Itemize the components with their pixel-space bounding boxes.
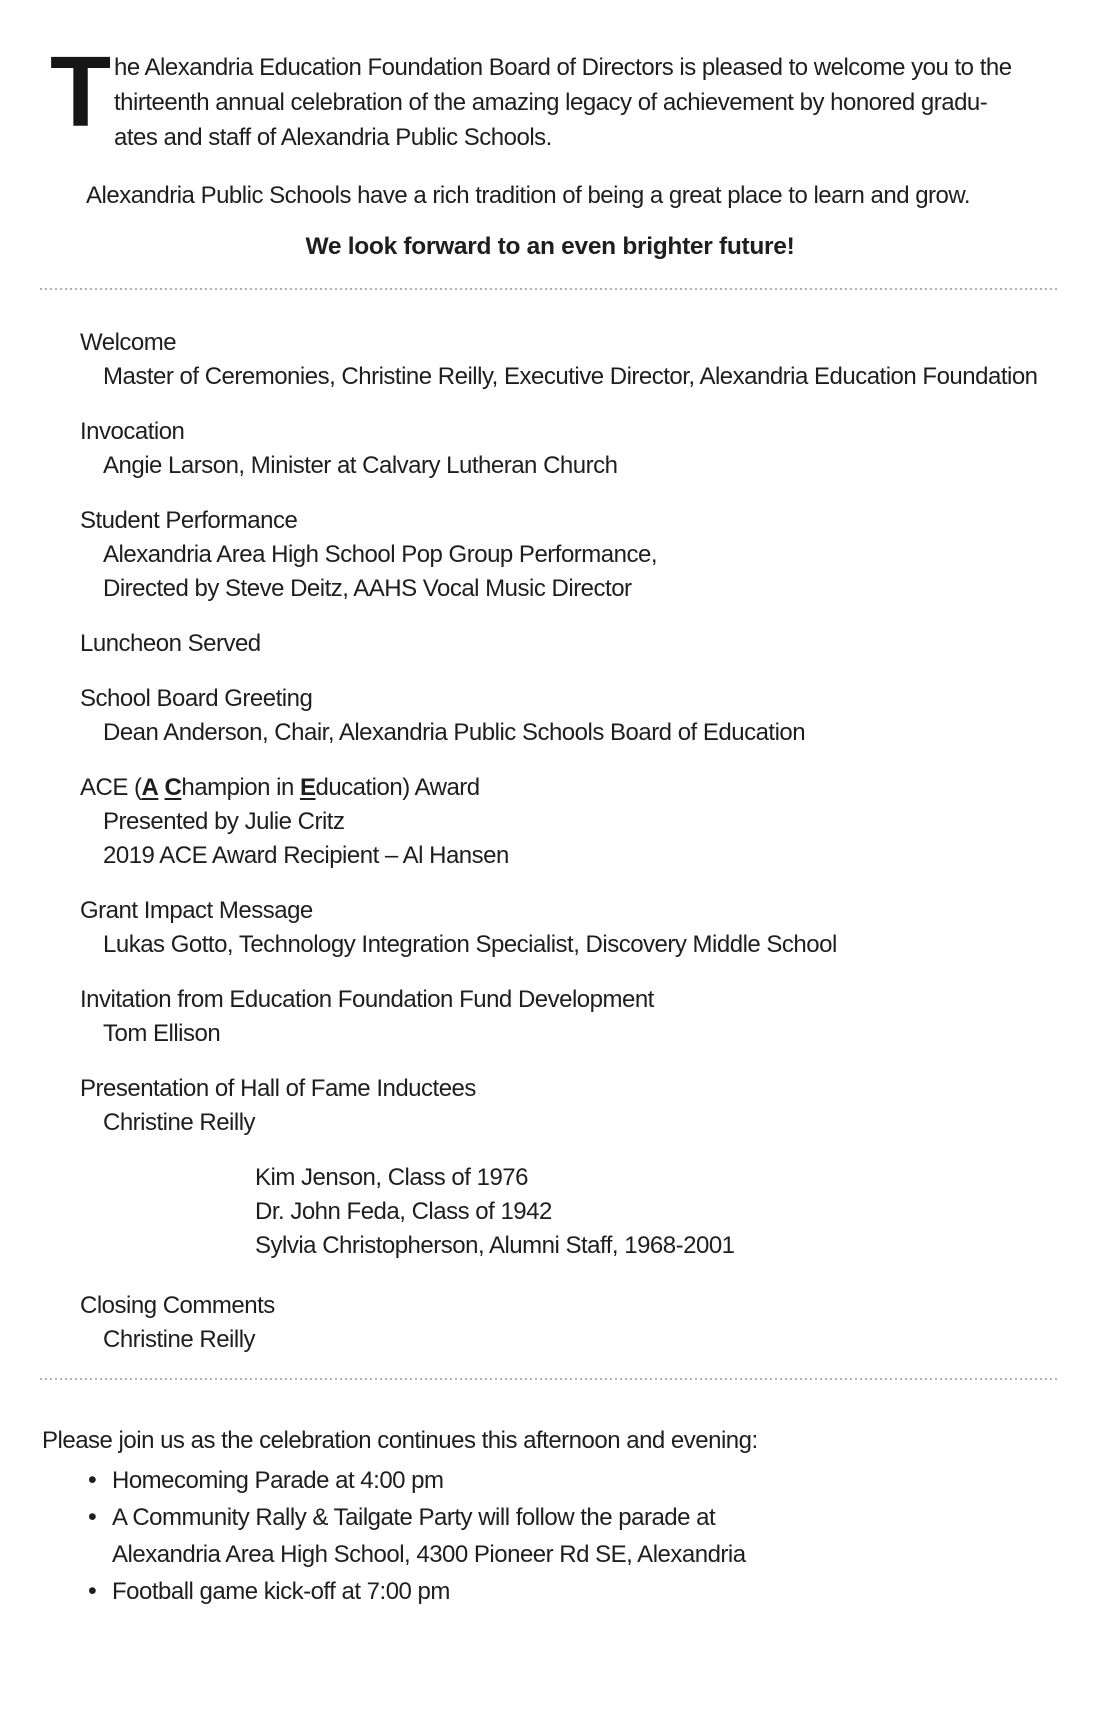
bullet-icon: • bbox=[88, 1466, 97, 1494]
divider-top bbox=[40, 288, 1058, 290]
program-item-detail: Christine Reilly bbox=[103, 1326, 256, 1353]
program-item-luncheon bbox=[80, 627, 1070, 661]
bullet-item-football bbox=[42, 1573, 1070, 1610]
program-item-ace-award bbox=[80, 771, 1070, 873]
inductee-item: Dr. John Feda, Class of 1942 bbox=[255, 1198, 552, 1225]
program-item-title: Presentation of Hall of Fame Inductees bbox=[80, 1075, 476, 1102]
bullet-text-line-1: A Community Rally & Tailgate Party will follow the parade at bbox=[112, 1504, 716, 1531]
inductee-item: Sylvia Christopherson, Alumni Staff, 1968-2001 bbox=[255, 1232, 735, 1259]
footer-note bbox=[42, 1424, 1070, 1610]
program-item-detail: Presented by Julie Critz bbox=[103, 808, 345, 835]
program-item-detail: Christine Reilly bbox=[103, 1109, 256, 1136]
inductees-list bbox=[255, 1161, 1070, 1263]
bullet-item-rally bbox=[42, 1499, 1070, 1573]
intro-paragraph-2: Alexandria Public Schools have a rich tradition of being a great place to learn and grow. bbox=[86, 182, 971, 209]
program-item-detail: Dean Anderson, Chair, Alexandria Public Schools Board of Education bbox=[103, 719, 806, 746]
footer-lead: Please join us as the celebration continues this afternoon and evening: bbox=[42, 1427, 758, 1454]
program-item-grant-impact bbox=[80, 894, 1070, 962]
program-item-detail: 2019 ACE Award Recipient – Al Hansen bbox=[103, 842, 509, 869]
program-item-closing bbox=[80, 1289, 1070, 1357]
inductee-item: Kim Jenson, Class of 1976 bbox=[255, 1164, 528, 1191]
program-item-welcome bbox=[80, 326, 1070, 394]
ace-title-segment: hampion in bbox=[181, 774, 300, 801]
program-item-detail: Directed by Steve Deitz, AAHS Vocal Music Director bbox=[103, 575, 632, 602]
program-item-title: Welcome bbox=[80, 329, 177, 356]
program-item-invocation bbox=[80, 415, 1070, 483]
program-item-detail: Master of Ceremonies, Christine Reilly, Executive Director, Alexandria Education Foundation bbox=[103, 363, 1038, 390]
intro-line-3: ates and staff of Alexandria Public Schools. bbox=[114, 124, 552, 151]
program-item-title: School Board Greeting bbox=[80, 685, 313, 712]
ace-title-emphasis-c: C bbox=[164, 774, 182, 801]
program-item-title bbox=[80, 771, 1070, 805]
bullet-item-parade bbox=[42, 1462, 1070, 1499]
program-item-invitation bbox=[80, 983, 1070, 1051]
bullet-text: Football game kick-off at 7:00 pm bbox=[112, 1578, 450, 1605]
tagline: We look forward to an even brighter future! bbox=[305, 233, 795, 260]
intro-line-1: he Alexandria Education Foundation Board of Directors is pleased to welcome you to the bbox=[114, 54, 1012, 81]
ace-title-segment: ACE ( bbox=[80, 774, 142, 801]
ace-title-emphasis-e: E bbox=[299, 774, 316, 801]
drop-cap: T bbox=[50, 36, 111, 148]
intro-line-2: thirteenth annual celebration of the amazing legacy of achievement by honored gradu- bbox=[114, 89, 988, 116]
bullet-text: Homecoming Parade at 4:00 pm bbox=[112, 1467, 444, 1494]
program-item-title: Closing Comments bbox=[80, 1292, 275, 1319]
bullet-list bbox=[42, 1462, 1070, 1610]
bullet-icon: • bbox=[88, 1503, 97, 1531]
program-item-title: Invocation bbox=[80, 418, 185, 445]
program-item-title: Luncheon Served bbox=[80, 630, 261, 657]
intro-section bbox=[50, 0, 1050, 261]
bullet-icon: • bbox=[88, 1577, 97, 1605]
program-item-detail: Alexandria Area High School Pop Group Performance, bbox=[103, 541, 657, 568]
program-list bbox=[80, 326, 1070, 1357]
program-item-detail: Angie Larson, Minister at Calvary Lutheran Church bbox=[103, 452, 618, 479]
bullet-text-line-2: Alexandria Area High School, 4300 Pioneer Rd SE, Alexandria bbox=[112, 1541, 746, 1568]
program-item-title: Student Performance bbox=[80, 507, 298, 534]
program-item-detail: Lukas Gotto, Technology Integration Specialist, Discovery Middle School bbox=[103, 931, 837, 958]
ace-title-emphasis-a: A bbox=[141, 774, 159, 801]
divider-bottom bbox=[40, 1378, 1058, 1380]
program-item-presentation bbox=[80, 1072, 1070, 1140]
program-item-school-board bbox=[80, 682, 1070, 750]
ace-title-segment: ducation) Award bbox=[315, 774, 480, 801]
program-item-title: Invitation from Education Foundation Fund Development bbox=[80, 986, 654, 1013]
program-item-detail: Tom Ellison bbox=[103, 1020, 221, 1047]
program-item-student-performance bbox=[80, 504, 1070, 606]
program-item-title: Grant Impact Message bbox=[80, 897, 313, 924]
